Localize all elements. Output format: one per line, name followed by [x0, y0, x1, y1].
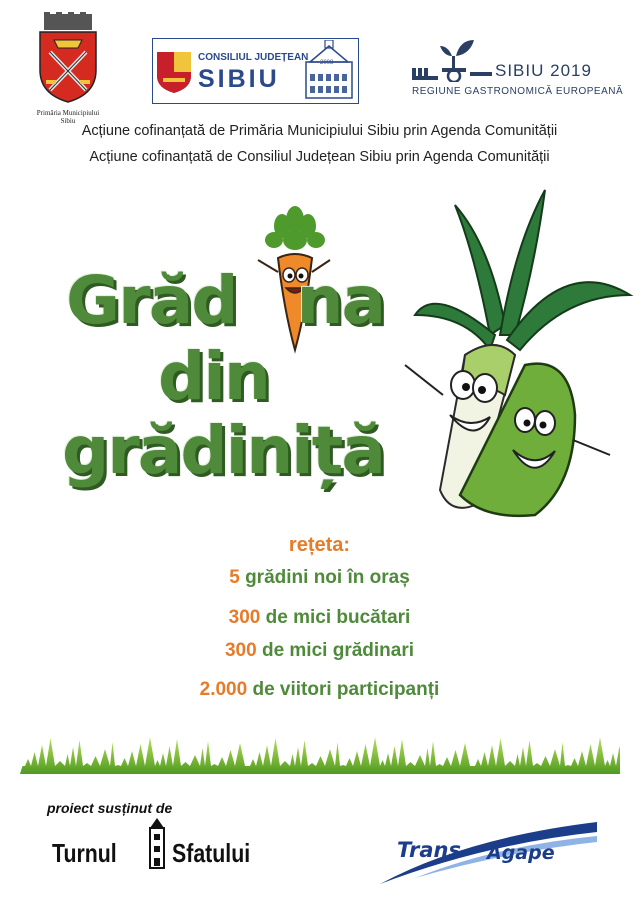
primaria-logo [28, 12, 108, 125]
recipe-item [0, 640, 639, 662]
recipe-text: grădini noi în oraș [239, 567, 410, 588]
consiliul-judetean-logo [152, 38, 362, 104]
sibiu-2019-subtitle: REGIUNE GASTRONOMICĂ EUROPEANĂ [412, 86, 624, 97]
cofinancing-line-consiliu: Acțiune cofinanțată de Consiliul Județean Sibiu prin Agenda Comunității [89, 149, 550, 165]
cj-name-line2: SIBIU [198, 65, 280, 93]
trans-agape-logo [375, 818, 600, 890]
recipe-item [0, 567, 639, 589]
title-din: din [158, 338, 269, 415]
primaria-caption: Primăria Municipiului [36, 109, 100, 117]
turnul-sfatului-logo [52, 818, 302, 878]
sfatului-word: Sfatului [172, 838, 251, 868]
turnul-word: Turnul [52, 838, 117, 868]
trans-word: Trans [397, 838, 461, 862]
support-label: proiect susținut de [47, 800, 173, 816]
recipe-heading: rețeta: [288, 534, 351, 556]
county-shield-icon [155, 50, 193, 94]
recipe-item [0, 679, 639, 701]
sibiu-2019-logo [410, 38, 624, 104]
title-part-b: na [296, 262, 385, 339]
recipe-number: 300 [224, 640, 257, 661]
building-icon [302, 40, 356, 100]
primaria-caption-city: Sibiu [60, 117, 76, 125]
building-year: 2008 [320, 60, 334, 66]
leek-cucumber-characters-icon [395, 185, 635, 525]
cofinancing-line-primaria: Acțiune cofinanțată de Primăria Municipiului Sibiu prin Agenda Comunității [81, 123, 558, 139]
sibiu-2019-title: SIBIU 2019 [495, 61, 592, 80]
recipe-text: de mici bucătari [260, 607, 411, 628]
grass-strip-icon [20, 722, 620, 774]
recipe-number: 5 [229, 567, 240, 588]
coat-of-arms-icon [28, 12, 108, 104]
agape-word: Agape [487, 842, 555, 864]
title-part-a: Grăd [66, 262, 237, 339]
recipe-text: de mici grădinari [256, 640, 415, 661]
cj-name-line1: CONSILIUL JUDEȚEAN [198, 52, 309, 63]
recipe-number: 2.000 [199, 679, 248, 700]
recipe-item [0, 607, 639, 629]
title-gradinita: grădiniță [62, 412, 384, 489]
title-gradina [66, 262, 384, 339]
fork-leaf-icon [412, 38, 494, 82]
recipe-text: de viitori participanți [247, 679, 440, 700]
tower-icon [144, 818, 170, 870]
recipe-number: 300 [228, 607, 261, 628]
